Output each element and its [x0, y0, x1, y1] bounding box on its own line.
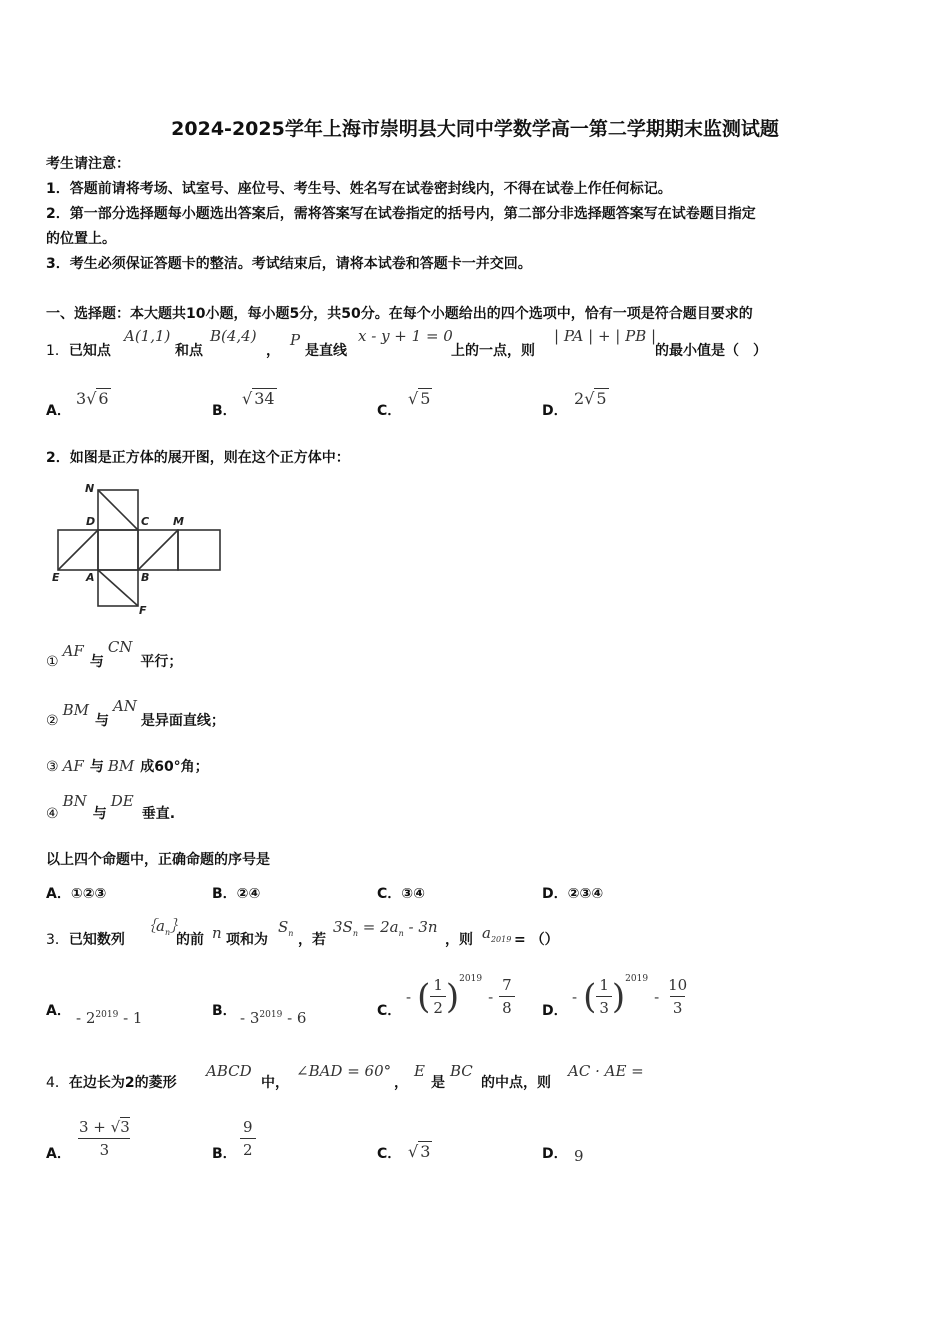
q3-option-c-label[interactable]: C． — [377, 1003, 402, 1019]
q2-prop-3: ③ AF 与 BM 成60°角； — [46, 757, 209, 775]
q3-text-6: = （） — [514, 932, 559, 948]
q4-option-c-value: √ 3 — [408, 1142, 431, 1161]
q3-sequence: $\{a_n\}$ — [141, 917, 186, 937]
q3-option-a-value: - $2^{2019} - 1$ — [76, 1009, 143, 1027]
label-a: A — [86, 571, 95, 584]
q4-expression: AC · AE = — [568, 1062, 644, 1080]
q3-equation: $3S_n = 2a_n - 3n$ — [333, 918, 438, 938]
label-d: D — [86, 515, 96, 528]
q1-point-b: B(4,4) — [210, 327, 257, 345]
q1-text-4: 上的一点，则 — [451, 343, 535, 359]
q1-text-3: 是直线 — [305, 343, 347, 359]
q4-option-b-value: $\frac{9}{2}$ — [240, 1118, 256, 1159]
q3-option-d-label[interactable]: D． — [542, 1003, 568, 1019]
q4-option-c-label[interactable]: C． — [377, 1146, 402, 1162]
q1-option-c-label[interactable]: C． — [377, 403, 402, 419]
q4-number: 4． — [46, 1075, 69, 1091]
q1-option-a-value: 3√ 6 — [76, 389, 109, 408]
q3-text-4: ，若 — [298, 932, 326, 948]
q1-option-b-value: √ 34 — [242, 389, 275, 408]
q4-option-d-value: 9 — [574, 1147, 584, 1165]
q3-text-2: 的前 — [176, 932, 204, 948]
diagonal-bm — [138, 530, 178, 570]
q1-option-c-value: √ 5 — [408, 389, 431, 408]
q1-number: 1． — [46, 343, 69, 359]
q1-option-a-label[interactable]: A． — [46, 403, 71, 419]
q1-point-a: A(1,1) — [124, 327, 171, 345]
diagonal-af — [98, 570, 138, 606]
q3-text-5: ，则 — [445, 932, 473, 948]
q4-segment-bc: BC — [450, 1062, 473, 1080]
q4-angle: ∠BAD = 60° — [296, 1062, 392, 1080]
q1-line-eq: x - y + 1 = 0 — [358, 327, 453, 345]
q4-text-2: 中， — [261, 1075, 289, 1091]
q2-option-d[interactable]: D．②③④ — [542, 886, 604, 902]
diagonal-ed — [58, 530, 98, 570]
q3-option-a-label[interactable]: A． — [46, 1003, 71, 1019]
q4-shape: ABCD — [206, 1062, 252, 1080]
label-b: B — [141, 571, 150, 584]
q2-option-a[interactable]: A．①②③ — [46, 886, 107, 902]
q4-option-a-label[interactable]: A． — [46, 1146, 71, 1162]
q2-option-c[interactable]: C．③④ — [377, 886, 425, 902]
q3-text-3: 项和为 — [226, 932, 268, 948]
q3-option-d-value: - ( $\frac{1}{3}$ ) $^{2019}$ - $\frac{10}{3}$ — [572, 973, 688, 1017]
q3-option-b-value: - $3^{2019} - 6$ — [240, 1009, 307, 1027]
q4-text-4: 的中点，则 — [481, 1075, 551, 1091]
q1-text-5: 的最小值是（ ） — [655, 343, 767, 359]
q3-text-1: 已知数列 — [68, 932, 125, 948]
q1-text-2: 和点 — [175, 343, 203, 359]
label-f: F — [139, 604, 147, 616]
q3-target: $a_{2019}$ — [482, 924, 512, 944]
section-heading: 一、选择题：本大题共10小题，每小题5分，共50分。在每个小题给出的四个选项中，恰有一项是符合题目要求的 — [46, 306, 753, 322]
q4-option-b-label[interactable]: B． — [212, 1146, 237, 1162]
q1-expression: | PA | + | PB | — [554, 327, 657, 345]
q4-text-3: 是 — [431, 1075, 445, 1091]
label-n: N — [85, 482, 95, 495]
net-square-far-right — [178, 530, 220, 570]
q3-option-c-value: - ( $\frac{1}{2}$ ) $^{2019}$ - $\frac{7}{8}$ — [406, 976, 515, 1017]
q4-point-e: E — [414, 1062, 425, 1080]
notice-item-2-cont: 的位置上。 — [46, 231, 116, 247]
q1-option-d-label[interactable]: D． — [542, 403, 568, 419]
q4-option-d-label[interactable]: D． — [542, 1146, 568, 1162]
q3-s: $S_n$ — [278, 918, 294, 938]
q4-text-1: 在边长为2的菱形 — [68, 1075, 177, 1091]
q2-prop-2: ②BM与AN是异面直线； — [46, 697, 225, 729]
q4-comma: ， — [394, 1075, 408, 1091]
q1-comma: ， — [266, 343, 280, 359]
label-e: E — [52, 571, 60, 584]
notice-item-1: 1．答题前请将考场、试室号、座位号、考生号、姓名写在试卷密封线内，不得在试卷上作任何标记。 — [46, 181, 672, 197]
label-c: C — [141, 515, 150, 528]
q2-prop-4: ④BN与DE垂直. — [46, 792, 176, 822]
cube-net-figure — [48, 480, 228, 616]
notice-heading: 考生请注意： — [46, 156, 130, 172]
q2-conclusion: 以上四个命题中，正确命题的序号是 — [46, 852, 270, 868]
q2-prop-1: ①AF与CN平行； — [46, 638, 183, 670]
q3-n: n — [212, 924, 222, 942]
q1-option-b-label[interactable]: B． — [212, 403, 237, 419]
q1-option-d-value: 2√ 5 — [574, 389, 607, 408]
q2-option-b[interactable]: B．②④ — [212, 886, 261, 902]
label-m: M — [173, 515, 184, 528]
notice-item-2: 2．第一部分选择题每小题选出答案后，需将答案写在试卷指定的括号内，第二部分非选择题答案写在试卷题目指定 — [46, 206, 756, 222]
diagonal-nc — [98, 490, 138, 530]
net-square-center — [98, 530, 138, 570]
q1-point-p: P — [290, 331, 301, 349]
q3-number: 3． — [46, 932, 69, 948]
q1-text-1: 已知点 — [68, 343, 111, 359]
notice-item-3: 3．考生必须保证答题卡的整洁。考试结束后，请将本试卷和答题卡一并交回。 — [46, 256, 532, 272]
page-title: 2024-2025学年上海市崇明县大同中学数学高一第二学期期末监测试题 — [171, 118, 779, 140]
q2-text: 2．如图是正方体的展开图，则在这个正方体中： — [46, 450, 350, 466]
q4-option-a-value: $\frac{3 + √3}{3}$ — [79, 1118, 130, 1159]
q3-option-b-label[interactable]: B． — [212, 1003, 237, 1019]
